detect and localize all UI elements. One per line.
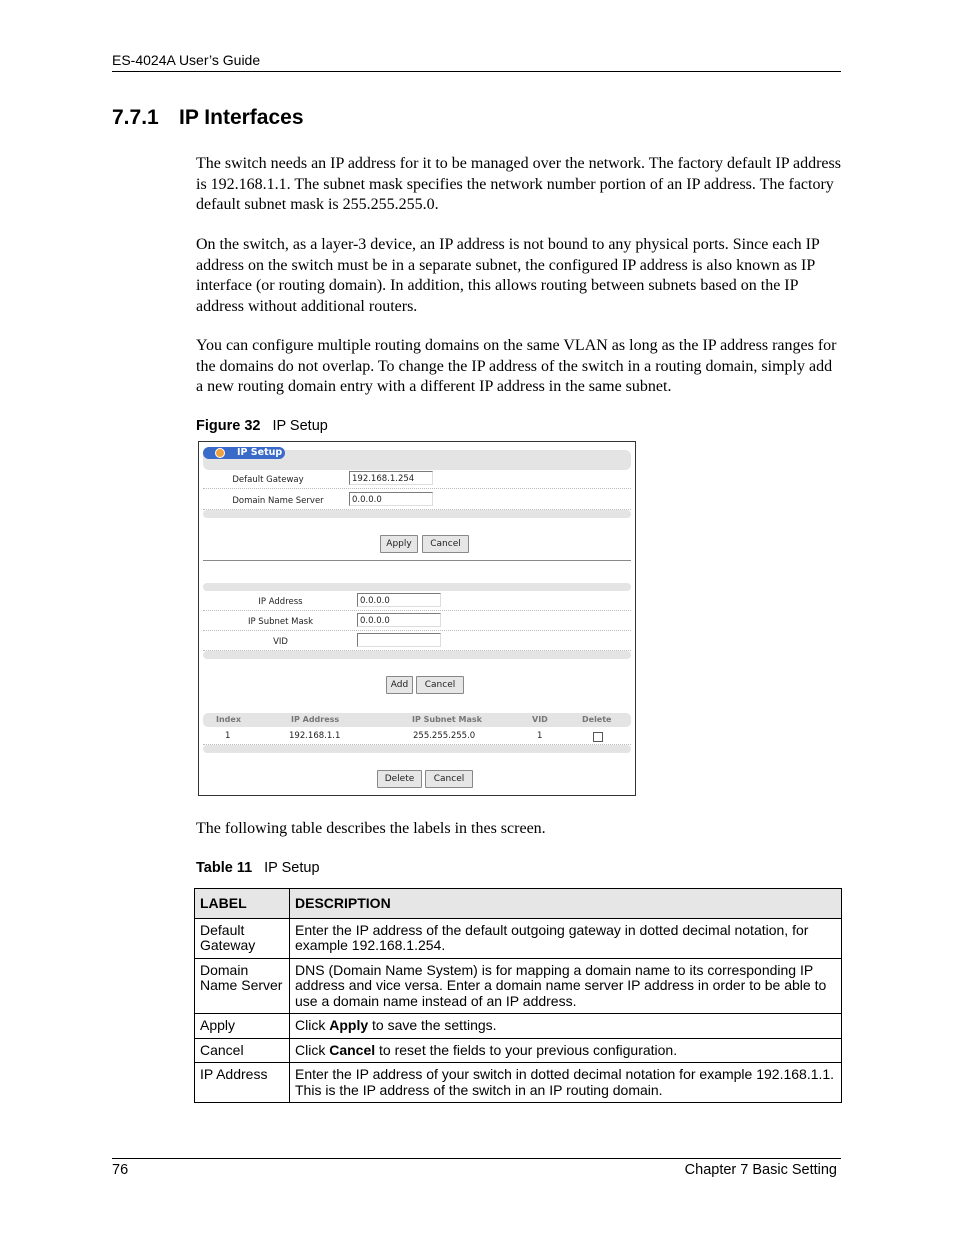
row-description — [290, 1063, 842, 1103]
default-gateway-label: Default Gateway — [232, 475, 304, 485]
paragraph-3: You can configure multiple routing domains on the same VLAN as long as the IP address ranges for the domains do not overlap. To change the IP address of the switch in a routing domain, simply add a new routing domain entry with a different IP address in the same subnet. — [196, 337, 837, 395]
row-description — [290, 958, 842, 1014]
table-row — [195, 1014, 842, 1039]
row-delete-checkbox[interactable] — [593, 732, 603, 742]
table-header-row — [195, 889, 842, 919]
row-mask: 255.255.255.0 — [413, 731, 476, 741]
col-vid: VID — [532, 715, 548, 724]
ip-setup-screenshot — [198, 441, 636, 796]
subnet-input[interactable]: 0.0.0.0 — [357, 613, 441, 627]
section-number: 7.7.1 — [112, 106, 159, 129]
table-row — [195, 958, 842, 1014]
vid-row — [203, 630, 631, 651]
page-number: 76 — [112, 1162, 129, 1178]
ip-address-label: IP Address — [258, 597, 303, 607]
row-ip: 192.168.1.1 — [289, 731, 341, 741]
col-subnet-mask: IP Subnet Mask — [412, 715, 482, 724]
table-row — [195, 918, 842, 958]
row-index: 1 — [225, 731, 231, 741]
section-bar-1 — [203, 510, 631, 518]
cancel-button-1[interactable]: Cancel — [422, 535, 469, 553]
ip-address-row — [203, 590, 631, 611]
table-row — [195, 1038, 842, 1063]
section-bar-4 — [203, 745, 631, 753]
subnet-label: IP Subnet Mask — [247, 617, 314, 627]
apply-button[interactable]: Apply — [380, 535, 418, 553]
desc-text: Click — [295, 1017, 330, 1033]
vid-label: VID — [273, 637, 288, 647]
desc-text: Click — [295, 1041, 330, 1058]
table-caption — [196, 860, 320, 876]
dns-row — [203, 489, 631, 510]
cancel-button-3[interactable]: Cancel — [425, 770, 473, 788]
dns-input[interactable]: 0.0.0.0 — [349, 492, 433, 506]
row-label: Default Gateway — [195, 918, 290, 958]
col-ip-address: IP Address — [291, 715, 340, 724]
row-label: Apply — [195, 1014, 290, 1039]
running-header: ES-4024A User’s Guide — [112, 52, 261, 68]
cancel-button-2[interactable]: Cancel — [416, 676, 464, 694]
row-description — [290, 918, 842, 958]
tab-title: IP Setup — [237, 447, 283, 458]
desc-bold: Apply — [329, 1017, 369, 1033]
after-figure-text: The following table describes the labels in thes screen. — [196, 820, 546, 837]
col-delete: Delete — [582, 715, 612, 724]
row-label: Cancel — [195, 1038, 290, 1063]
ip-address-input[interactable]: 0.0.0.0 — [357, 593, 441, 607]
add-button[interactable]: Add — [386, 676, 413, 694]
desc-bold: Cancel — [329, 1041, 376, 1058]
figure-label: Figure 32 — [196, 418, 261, 434]
dns-label: Domain Name Server — [232, 496, 324, 506]
desc-text: to reset the fields to your previous configuration. — [375, 1041, 678, 1058]
col-index: Index — [216, 715, 241, 724]
row-label: IP Address — [195, 1063, 290, 1103]
paragraph-1: The switch needs an IP address for it to be managed over the network. The factory default IP address is 192.168.1.1. The subnet mask specifies the network number portion of an IP address. The factory default subnet mask is 255.255.255.0. — [196, 155, 841, 213]
table-title: IP Setup — [264, 860, 320, 876]
desc-text: DNS (Domain Name System) is for mapping a domain name to its corresponding IP address and vice versa. Enter a domain name server IP address in order to be able to use a domain name instead of an IP address. — [295, 961, 827, 1009]
subnet-row — [203, 610, 631, 631]
default-gateway-row — [203, 468, 631, 489]
tab-bullet-icon — [215, 448, 225, 458]
row-vid: 1 — [537, 731, 543, 741]
desc-text: Enter the IP address of your switch in dotted decimal notation for example 192.168.1.1. This is the IP address of the switch in an IP routing domain. — [295, 1066, 835, 1098]
delete-button[interactable]: Delete — [377, 770, 422, 788]
paragraph-2: On the switch, as a layer-3 device, an IP address is not bound to any physical ports. Since each IP address on the switch must be in a separate subnet, the configured IP address is also known as IP interface (or routing domain). In addition, this allows routing between subnets based on the IP address without additional routers. — [196, 236, 820, 315]
ip-setup-tab[interactable] — [203, 447, 285, 459]
figure-caption — [196, 418, 328, 434]
figure-title: IP Setup — [272, 418, 328, 434]
row-description — [290, 1014, 842, 1039]
header-label: LABEL — [195, 889, 290, 919]
divider — [203, 560, 631, 561]
table-label: Table 11 — [196, 860, 253, 876]
header-description: DESCRIPTION — [290, 889, 842, 919]
section-bar-3 — [203, 651, 631, 659]
row-description — [290, 1038, 842, 1063]
row-label: Domain Name Server — [195, 958, 290, 1014]
header-rule — [112, 71, 841, 72]
desc-text: to save the settings. — [368, 1017, 497, 1033]
footer-rule — [112, 1158, 841, 1159]
vid-input[interactable] — [357, 633, 441, 647]
table-row — [195, 1063, 842, 1103]
table-row — [203, 728, 631, 745]
section-heading — [112, 106, 304, 130]
desc-text: Enter the IP address of the default outgoing gateway in dotted decimal notation, for example 192.168.1.254. — [295, 921, 809, 953]
default-gateway-input[interactable]: 192.168.1.254 — [349, 471, 433, 485]
description-table — [194, 888, 842, 1103]
section-title: IP Interfaces — [179, 106, 304, 129]
chapter-title: Chapter 7 Basic Setting — [684, 1162, 837, 1178]
